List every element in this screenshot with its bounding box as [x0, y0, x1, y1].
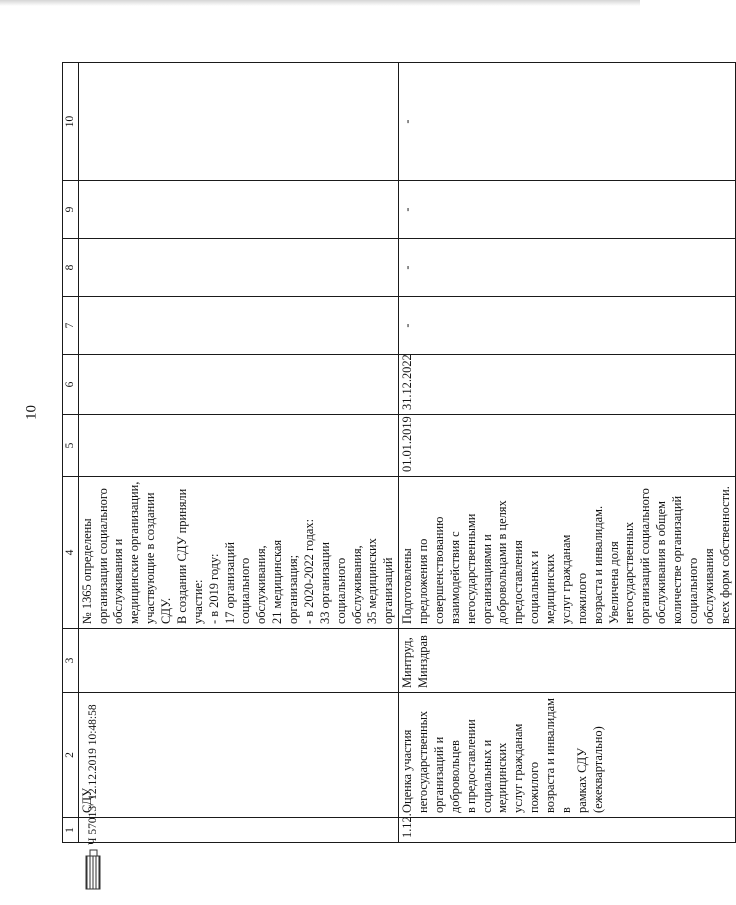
- result-cell: № 1365 определены организации социального обслуживания и медицинские организации, участвующие в создании СДУ. В создании СДУ приняли участие: - в 2019 году: 17 организаций социального обслуживания, 21 медицинская организация; - в 2020-2022 годах: 33 организации социального обслуживания, 35 медицинских организаций: [78, 477, 399, 629]
- header-cell: 8: [63, 239, 79, 297]
- value-cell: -: [399, 63, 735, 181]
- value-cell: [78, 239, 399, 297]
- document-datetime: 12.12.2019 10:48:58: [87, 704, 99, 800]
- document-id: Ч 57013: [87, 805, 99, 845]
- measure-name-cell: Оценка участия негосударственных организаций и добровольцев в предоставлении социальных и медицинских услуг гражданам пожилого возраста и инвалидам в рамках СДУ (ежеквартально): [399, 693, 735, 818]
- plan-table: [62, 62, 736, 843]
- header-cell: 7: [63, 297, 79, 355]
- header-cell: 9: [63, 181, 79, 239]
- header-cell: 6: [63, 355, 79, 415]
- responsible-cell: Минтруд, Минздрав: [399, 629, 735, 693]
- header-cell: 10: [63, 63, 79, 181]
- document-footer: [84, 680, 102, 880]
- header-cell: 5: [63, 415, 79, 477]
- start-date-cell: [78, 415, 399, 477]
- value-cell: -: [399, 297, 735, 355]
- rotated-table-container: [62, 63, 732, 843]
- value-cell: -: [399, 239, 735, 297]
- value-cell: [78, 63, 399, 181]
- table-row: [399, 63, 735, 843]
- item-number-cell: 1.12.: [399, 818, 735, 843]
- item-number-cell: [78, 818, 399, 843]
- value-cell: -: [399, 181, 735, 239]
- value-cell: [78, 297, 399, 355]
- header-cell: 2: [63, 693, 79, 818]
- header-cell: 3: [63, 629, 79, 693]
- responsible-cell: [78, 629, 399, 693]
- scan-top-edge: [0, 0, 640, 6]
- table-row: [78, 63, 399, 843]
- end-date-cell: 31.12.2022: [399, 355, 735, 415]
- result-cell: Подготовлены предложения по совершенствованию взаимодействия с негосударственными организациями и добровольцами в целях предоставления социальных и медицинских услуг гражданам пожилого возраста и инвалидам. Увеличена доля негосударственных организаций социального обслуживания в общем количестве организаций социального обслуживания всех форм собственности.: [399, 477, 735, 629]
- measure-name-cell: СДУ: [78, 693, 399, 818]
- header-cell: 4: [63, 477, 79, 629]
- value-cell: [78, 181, 399, 239]
- end-date-cell: [78, 355, 399, 415]
- page-number: 10: [23, 405, 40, 420]
- garant-stamp-icon: [86, 856, 101, 890]
- header-cell: 1: [63, 818, 79, 843]
- column-numbers-row: [63, 63, 79, 843]
- start-date-cell: 01.01.2019: [399, 415, 735, 477]
